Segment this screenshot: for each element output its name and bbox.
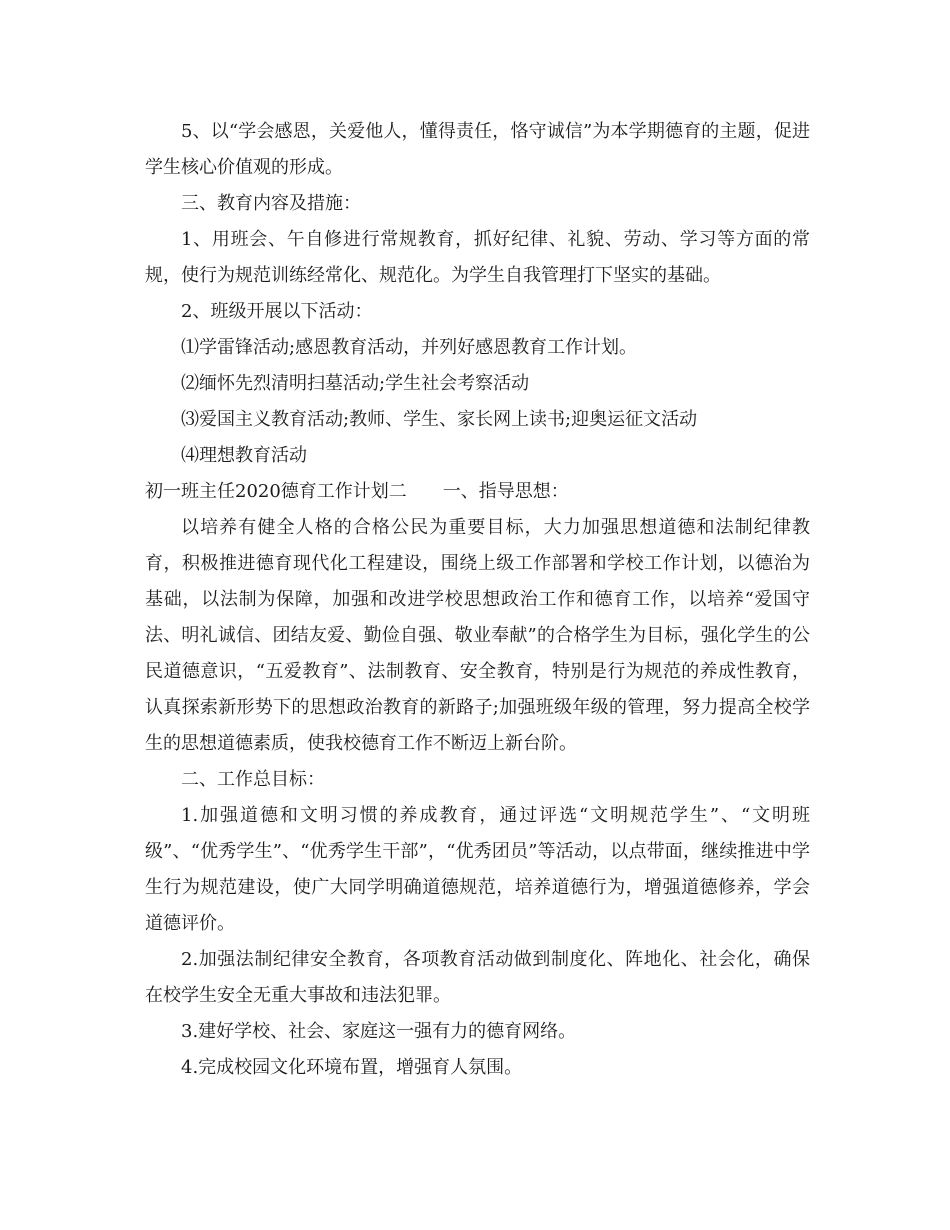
list-item-activity-1: ⑴学雷锋活动;感恩教育活动，并列好感恩教育工作计划。 bbox=[181, 337, 638, 358]
paragraph-goal-2: 2.加强法制纪律安全教育，各项教育活动做到制度化、阵地化、社会化，确保在校学生安全无重大事故和违法犯罪。 bbox=[145, 949, 810, 1006]
section-heading-overall-goals: 二、工作总目标： bbox=[181, 769, 325, 790]
plan-two-title: 初一班主任2020德育工作计划二 一、指导思想： bbox=[145, 481, 569, 502]
list-item-activity-3: ⑶爱国主义教育活动;教师、学生、家长网上读书;迎奥运征文活动 bbox=[181, 409, 698, 430]
paragraph-class-activities: 2、班级开展以下活动： bbox=[181, 301, 373, 322]
list-item-activity-2: ⑵缅怀先烈清明扫墓活动;学生社会考察活动 bbox=[181, 373, 530, 394]
section-heading-education-content: 三、教育内容及措施： bbox=[181, 193, 361, 214]
paragraph-goal-1: 1.加强道德和文明习惯的养成教育，通过评选“文明规范学生”、“文明班级”、“优秀学生”、“优秀学生干部”，“优秀团员”等活动，以点带面，继续推进中学生行为规范建设，使广大同学明确道德规范，培养道德行为，增强道德修养，学会道德评价。 bbox=[145, 805, 810, 934]
paragraph-theme: 5、以“学会感恩，关爱他人，懂得责任，恪守诚信”为本学期德育的主题，促进学生核心价值观的形成。 bbox=[145, 121, 810, 178]
paragraph-goal-4: 4.完成校园文化环境布置，增强育人氛围。 bbox=[181, 1057, 523, 1078]
list-item-activity-4: ⑷理想教育活动 bbox=[181, 445, 307, 466]
paragraph-guiding-ideology: 以培养有健全人格的合格公民为重要目标，大力加强思想道德和法制纪律教育，积极推进德育现代化工程建设，围绕上级工作部署和学校工作计划，以德治为基础，以法制为保障，加强和改进学校思想政治工作和德育工作，以培养“爱国守法、明礼诚信、团结友爱、勤俭自强、敬业奉献”的合格学生为目标，强化学生的公民道德意识，“五爱教育”、法制教育、安全教育，特别是行为规范的养成性教育，认真探索新形势下的思想政治教育的新路子;加强班级年级的管理，努力提高全校学生的思想道德素质，使我校德育工作不断迈上新台阶。 bbox=[145, 517, 810, 754]
paragraph-goal-3: 3.建好学校、社会、家庭这一强有力的德育网络。 bbox=[181, 1021, 577, 1042]
document-body bbox=[145, 114, 810, 1086]
paragraph-routine-education: 1、用班会、午自修进行常规教育，抓好纪律、礼貌、劳动、学习等方面的常规，使行为规范训练经常化、规范化。为学生自我管理打下坚实的基础。 bbox=[145, 229, 810, 286]
